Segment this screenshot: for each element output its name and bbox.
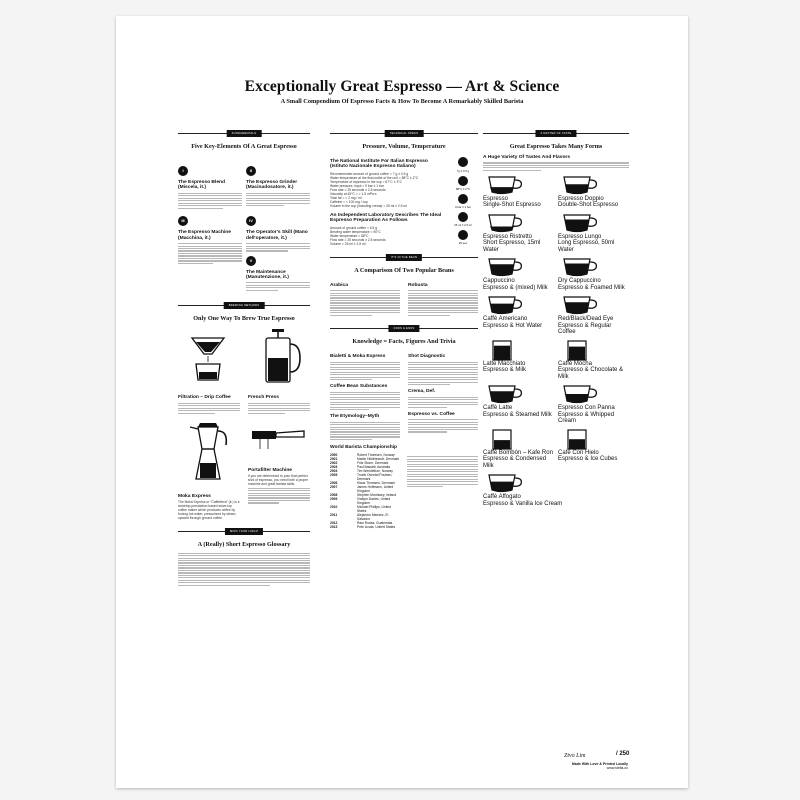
champion-row: 2005 Troels Overdal Poulsen, Denmark [330,472,393,481]
method-title: French Press [248,395,279,401]
drink-subtitle: Espresso & Vanilla Ice Cream [483,500,563,507]
institute-title: The National Institute For Italian Espresso (Istituto Nazionale Espresso Italiano) [330,159,428,170]
section-heading: Only One Way To Brew True Espresso [193,315,295,323]
drink-card [558,294,629,336]
champion-row: 2000 Robert Thoresen, Norway [330,452,395,457]
section-heading: A (Really) Short Espresso Glossary [197,540,291,548]
roman-numeral-badge: I [178,166,188,176]
drink-name: Espresso Con Panna [558,405,615,412]
trivia-title: Shot Diagnostic [408,354,446,360]
drink-name: Caffè Americano [483,316,528,323]
drink-subtitle: Espresso & Hot Water [483,322,543,329]
spec-line: Recommended amount of ground coffee = 7 g ± 0.5 g [330,171,409,176]
trivia-title: Crema, Def. [408,389,436,395]
roman-numeral-badge: II [246,166,256,176]
drink-subtitle: Espresso & Chocolate & Milk [558,367,624,380]
drink-card [558,383,629,425]
element-title: The Maintenance (Manutenzione, it.) [246,269,289,280]
champion-row: 2009 Gwilym Davies, United Kingdom [330,496,391,505]
drink-subtitle: Espresso & Milk [483,367,527,374]
drink-subtitle: Long Espresso, 50ml Water [558,240,615,253]
drink-card [558,428,629,470]
glass-icon [483,339,529,361]
trivia-title: Espresso vs. Coffee [408,411,455,417]
drink-subtitle: Espresso & (mixed) Milk [483,284,548,291]
cup-icon [558,212,604,234]
french-press-icon [248,328,308,386]
method-title: Portafilter Machine [248,468,293,474]
section-tag: MIND YOUR LINGO [225,528,263,535]
method-title: Filtration – Drip Coffee [178,395,231,401]
drink-card [483,212,554,254]
cup-icon [558,383,604,405]
champion-row: 2002 Fritz Storm, Denmark [330,460,389,465]
weight-icon [458,157,468,167]
glass-icon [558,428,604,450]
drink-name: Espresso Doppio [558,195,604,202]
page-title: Exceptionally Great Espresso — Art & Science [244,78,560,95]
section-tag: FUNDAMENTALS [227,130,262,137]
portafilter-icon [248,419,308,459]
section-tag: A MATTER OF TASTE [535,130,576,137]
drink-subtitle: Double-Shot Espresso [558,202,619,209]
element-row [178,214,310,292]
champion-row: 2008 Stephen Morrissey, Ireland [330,492,397,497]
method-description: If you are determined to pour that perfect shot of espresso, you need both a proper machine and great barista skills. [248,473,309,486]
champion-row: 2006 Klaus Thomsen, Denmark [330,480,396,485]
element-title: The Espresso Blend (Miscela, it.) [178,180,226,191]
poster [116,16,688,788]
champion-row: 2013 Pete Licata, United States [330,524,396,529]
roman-numeral-badge: IV [246,216,256,226]
drink-name: Cappuccino [483,278,515,285]
champion-row: 2007 James Hoffmann, United Kingdom [330,484,394,493]
champion-row: 2010 Michael Phillips, United States [330,504,392,513]
spec-line: Viscosity at 45°C = > 1.5 mPa·s [330,191,377,196]
drink-name: Red/Black/Dead Eye [558,316,614,323]
champion-row: 2001 Martin Hildebrandt, Denmark [330,456,400,461]
cup-icon [483,174,529,196]
cup-icon [483,472,529,494]
cup-icon [558,174,604,196]
drink-subtitle: Espresso & Condensed Milk [483,456,547,469]
drink-subtitle: Espresso & Ice Cubes [558,456,618,463]
element-title: The Espresso Machine (Macchina, it.) [178,230,231,241]
drink-name: Caffè Latte [483,405,513,412]
drink-name: Café Con Hielo [558,449,599,456]
lab-line: Water temperature = 88°C [330,233,369,238]
lab-line: Flow rate = 25 seconds ± 2.5 seconds [330,237,386,242]
drink-card [558,174,629,209]
cup-icon [483,383,529,405]
glossary-text [178,553,310,586]
trivia-title: The Etymology–Myth [330,414,380,420]
trivia-title: Coffee Bean Substances [330,384,388,390]
lab-line: Amount of ground coffee = 6.5 g [330,225,378,230]
drink-subtitle: Short Espresso, 15ml Water [483,240,541,253]
spec-line: Total fat = > 2 mg / ml [330,195,362,200]
drink-card [483,472,629,507]
cup-icon [483,256,529,278]
cup-icon [558,294,604,316]
lab-title: An Independent Laboratory Describes The Ideal Espresso Preparation As Follows [330,212,442,224]
element-title: The Operator's Skill (Mano dell'operatore, it.) [246,230,308,241]
intro-title: A Huge Variety Of Tastes And Flavors [483,155,571,160]
pressure-gauge-icon [458,194,468,204]
cup-icon [483,212,529,234]
column-fundamentals [178,130,310,587]
drink-name: Espresso Ristretto [483,233,533,240]
trivia-title: Bialetti & Moka Express [330,354,386,360]
thermometer-icon [458,176,468,186]
drink-card [558,212,629,254]
column-drinks [483,130,629,507]
section-tag: TECHNICAL SPECS [385,130,424,137]
drink-name: Caffè Mocha [558,360,592,367]
drink-subtitle: Espresso & Foamed Milk [558,284,625,291]
lab-line: Volume = 25 ml ± 2.5 ml [330,241,366,246]
champion-row: 2003 Paul Bassett, Australia [330,464,390,469]
glass-icon [558,339,604,361]
section-tag: BREWING METHODS [224,302,265,309]
spec-line: Temperature of espresso in the cup = 67°C ± 3°C [330,179,402,184]
champion-list [330,453,401,529]
drink-name: Caffè Bombón – Kafe Ron [483,449,553,456]
drink-card [558,256,629,291]
edition-number: / 250 [616,751,630,757]
roman-numeral-badge: V [246,256,256,266]
section-tag: IT'S IN THE BEAN [386,254,422,261]
section-heading: Five Key-Elements Of A Great Espresso [191,143,297,150]
drink-name: Espresso [483,195,509,202]
roman-numeral-badge: III [178,216,188,226]
signature: Ztvo Lim [564,753,586,759]
section-heading: Knowledge = Facts, Figures And Trivia [352,338,456,346]
drink-card [558,339,629,381]
volume-icon [458,212,468,222]
moka-pot-icon [178,419,238,485]
section-heading: A Comparison Of Two Popular Beans [354,266,454,274]
drink-card [483,256,554,291]
drink-card [483,383,554,425]
glass-icon [483,428,529,450]
drink-subtitle: Espresso & Regular Coffee [558,322,612,336]
champion-row: 2004 Tim Wendelboe, Norway [330,468,393,473]
champion-row: 2011 Alejandro Mendez, El Salvador [330,512,389,521]
drink-name: Latte Macchiato [483,360,526,367]
trivia-title: World Barista Championship [330,445,398,451]
footer: Made With Love & Printed Locally www.stella.co [571,762,628,771]
section-heading: Pressure, Volume, Temperature [362,143,446,150]
cup-icon [483,294,529,316]
spec-line: Water pressure, input = 9 bar ± 1 bar [330,183,384,188]
method-title: Moka Express [178,494,211,500]
drink-name: Caffè Affogato [483,494,521,501]
spec-line: Caffeine = < 100 mg / cup [330,199,368,204]
drink-card [483,174,554,209]
drink-name: Dry Cappuccino [558,278,601,285]
spec-line: Flow rate = 25 seconds ± 2.5 seconds [330,187,386,192]
section-heading: Great Espresso Takes Many Forms [509,143,603,150]
drink-subtitle: Single-Shot Espresso [483,202,541,209]
timer-icon [458,230,468,240]
spec-line: Volume in the cup (including crema) = 25 ml ± 2.5 ml [330,203,407,208]
column-technical: TECHNICAL SPECS Pressure, Volume, Temperature The National Institute For Italian Espresso (Istituto Nazionale Espresso Italiano) Recommended amount of ground coffee = 7 g ± 0.5 g Water temperature at the final outlet of the unit = 88°C ± 2°C Temperature of espresso in the cup = 67°C ± 3°C Water pressure, input = 9 bar ± 1 bar Flow rate = 25 seconds ± 2.5 seconds Viscosity at 45°C = > 1.5 mPa·s Total fat = > 2 mg / ml Caffeine = < 100 mg / cup Volume in the cup (including crema) = 25 ml ± 2.5 ml An Independent Laboratory Describes The Ideal Espresso Preparation As Follows Amount of ground coffee = 6.5 g Brewing water temperature = 90°C Water temperature = 88°C Flow rate = 25 seconds ± 2.5 seconds Volume = 25 ml ± 2.5 ml 7g ± 0.5 g 88°C ± 2°C 9 bar ± 1 bar 25 ml ± 2.5 ml 25 sec IT'S IN THE BEAN A Comparison Of Two Popular Beans Arabica Robusta ODDS & ENDS Knowledge = Facts, Figures And Trivia Bialetti & Moka Express Coffee Bean Substances The Etymology–Myth Shot Diagnostic Crema, Def. Espresso vs. Coffee World Barista Championship 2000 Robert Thoresen, Norway 2001 Martin Hildebrandt, Denmark 2002 Fritz Storm, Denmark 2003 Paul Bassett, Australia 2004 Tim Wendelboe, Norway 2005 Troels Overdal Poulsen, Denmark 2006 Klaus Thomsen, Denmark 2007 James Hoffmann, United Kingdom 2008 Stephen Morrissey, Ireland 2009 Gwilym Davies, United Kingdom 2010 Michael Phillips, United States 2011 Alejandro Mendez, El Salvador 2012 Raul Rodas, Guatemala 2013 Pete Licata, United States [330,130,478,529]
drink-name: Espresso Lungo [558,233,602,240]
drink-grid [483,174,629,508]
drip-coffee-icon [178,328,238,386]
drink-subtitle: Espresso & Whipped Cream [558,411,615,425]
drink-card [483,428,554,470]
section-tag: ODDS & ENDS [388,325,419,332]
spec-line: Water temperature at the final outlet of the unit = 88°C ± 2°C [330,175,419,180]
element-row [178,164,310,210]
drink-card [483,294,554,336]
drink-subtitle: Espresso & Steamed Milk [483,411,552,418]
element-title: The Espresso Grinder (Macinadosatore, it.) [246,180,298,191]
bean-title: Arabica [330,282,348,288]
lab-line: Brewing water temperature = 90°C [330,229,381,234]
method-description: The Moka Express or "Caffettiera" (it.) is a stovetop percolation based stove-top coffee maker which produces coffee by forcing hot water, pressurized by steam, upward through ground coffee. [178,499,240,520]
cup-icon [558,256,604,278]
page-subtitle: A Small Compendium Of Espresso Facts & How To Become A Remarkably Skilled Barista [280,98,524,105]
bean-title: Robusta [408,282,428,288]
champion-row: 2012 Raul Rodas, Guatemala [330,520,393,525]
drink-card [483,339,554,381]
